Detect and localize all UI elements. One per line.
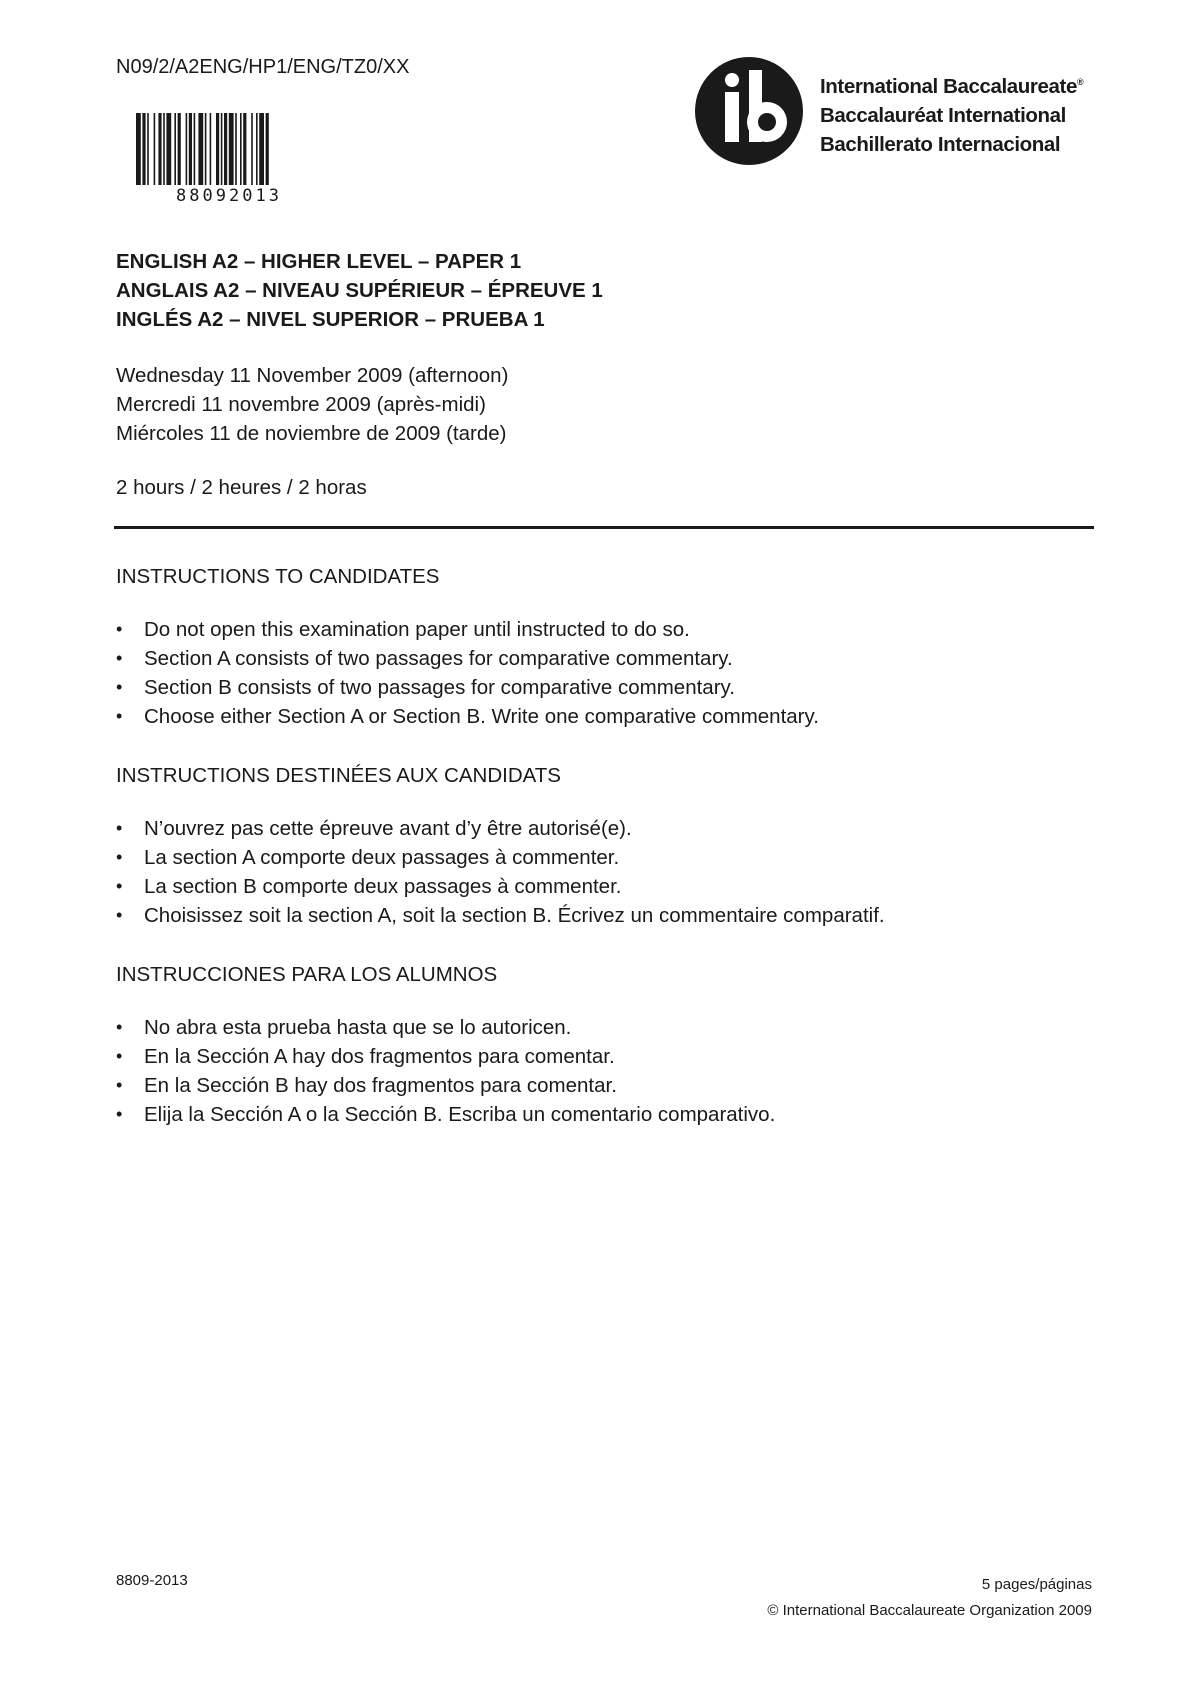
bullet-icon: • <box>116 1075 123 1095</box>
footer-info <box>767 1572 1092 1624</box>
bullet-icon: • <box>116 619 123 639</box>
instruction-item: • En la Sección B hay dos fragmentos para comentar. <box>116 1071 775 1100</box>
exam-titles <box>116 247 603 334</box>
barcode-bar <box>224 113 227 185</box>
barcode-bar <box>240 113 242 185</box>
title-fr: ANGLAIS A2 – NIVEAU SUPÉRIEUR – ÉPREUVE 1 <box>116 279 603 302</box>
barcode-bar <box>205 113 207 185</box>
instruction-item: • La section A comporte deux passages à commenter. <box>116 843 885 872</box>
bullet-icon: • <box>116 706 123 726</box>
instruction-item: • N’ouvrez pas cette épreuve avant d’y être autorisé(e). <box>116 814 885 843</box>
org-name-fr: Baccalauréat International <box>820 103 1066 127</box>
barcode-bar <box>154 113 156 185</box>
barcode-bar <box>216 113 219 185</box>
title-es: INGLÉS A2 – NIVEL SUPERIOR – PRUEBA 1 <box>116 308 545 331</box>
barcode-bar <box>158 113 161 185</box>
barcode <box>136 113 322 185</box>
date-en: Wednesday 11 November 2009 (afternoon) <box>116 364 509 387</box>
barcode-bar <box>229 113 234 185</box>
instructions-heading-es: INSTRUCCIONES PARA LOS ALUMNOS <box>116 963 498 986</box>
org-name-en: International Baccalaureate® <box>820 74 1084 98</box>
instruction-item: • Section B consists of two passages for comparative commentary. <box>116 673 819 702</box>
instruction-item: • No abra esta prueba hasta que se lo autoricen. <box>116 1013 775 1042</box>
barcode-bar <box>266 113 269 185</box>
ib-logo-icon <box>694 56 804 166</box>
instruction-item: • En la Sección A hay dos fragmentos para comentar. <box>116 1042 775 1071</box>
barcode-bar <box>186 113 188 185</box>
exam-duration: 2 hours / 2 heures / 2 horas <box>116 476 367 499</box>
footer-code: 8809-2013 <box>116 1572 188 1589</box>
barcode-bar <box>251 113 253 185</box>
barcode-bar <box>178 113 181 185</box>
instructions-heading-en: INSTRUCTIONS TO CANDIDATES <box>116 565 440 588</box>
barcode-bar <box>166 113 171 185</box>
instructions-fr <box>116 761 885 930</box>
barcode-bar <box>256 113 258 185</box>
paper-code: N09/2/A2ENG/HP1/ENG/TZ0/XX <box>116 56 410 78</box>
bullet-icon: • <box>116 847 123 867</box>
bullet-icon: • <box>116 677 123 697</box>
barcode-number: 88092013 <box>176 186 282 206</box>
barcode-bar <box>235 113 237 185</box>
date-es: Miércoles 11 de noviembre de 2009 (tarde) <box>116 422 507 445</box>
date-fr: Mercredi 11 novembre 2009 (après-midi) <box>116 393 486 416</box>
instruction-item: • Choisissez soit la section A, soit la section B. Écrivez un commentaire comparatif. <box>116 901 885 930</box>
barcode-bar <box>142 113 145 185</box>
instructions-heading-fr: INSTRUCTIONS DESTINÉES AUX CANDIDATS <box>116 764 561 787</box>
instruction-item: • Elija la Sección A o la Sección B. Escriba un comentario comparativo. <box>116 1100 775 1129</box>
instruction-item: • La section B comporte deux passages à commenter. <box>116 872 885 901</box>
bullet-icon: • <box>116 818 123 838</box>
barcode-bar <box>259 113 264 185</box>
bullet-icon: • <box>116 905 123 925</box>
instruction-item: • Choose either Section A or Section B. Write one comparative commentary. <box>116 702 819 731</box>
org-name-es: Bachillerato Internacional <box>820 132 1061 156</box>
divider <box>114 526 1094 529</box>
instructions-es <box>116 960 775 1129</box>
title-en: ENGLISH A2 – HIGHER LEVEL – PAPER 1 <box>116 250 522 273</box>
copyright: © International Baccalaureate Organization 2009 <box>767 1602 1092 1619</box>
barcode-bar <box>163 113 165 185</box>
bullet-icon: • <box>116 876 123 896</box>
organization-names <box>820 68 1083 159</box>
barcode-bar <box>243 113 246 185</box>
trademark-symbol: ® <box>1076 77 1084 87</box>
instructions-en <box>116 562 819 731</box>
barcode-bar <box>198 113 203 185</box>
bullet-icon: • <box>116 1104 123 1124</box>
barcode-bar <box>189 113 192 185</box>
exam-dates <box>116 361 508 448</box>
bullet-icon: • <box>116 648 123 668</box>
barcode-bar <box>194 113 196 185</box>
barcode-bar <box>174 113 176 185</box>
barcode-bar <box>221 113 223 185</box>
bullet-icon: • <box>116 1046 123 1066</box>
barcode-bar <box>210 113 212 185</box>
page-count: 5 pages/páginas <box>981 1576 1092 1593</box>
instruction-item: • Do not open this examination paper until instructed to do so. <box>116 615 819 644</box>
instruction-item: • Section A consists of two passages for comparative commentary. <box>116 644 819 673</box>
barcode-bar <box>147 113 149 185</box>
bullet-icon: • <box>116 1017 123 1037</box>
barcode-bar <box>136 113 141 185</box>
